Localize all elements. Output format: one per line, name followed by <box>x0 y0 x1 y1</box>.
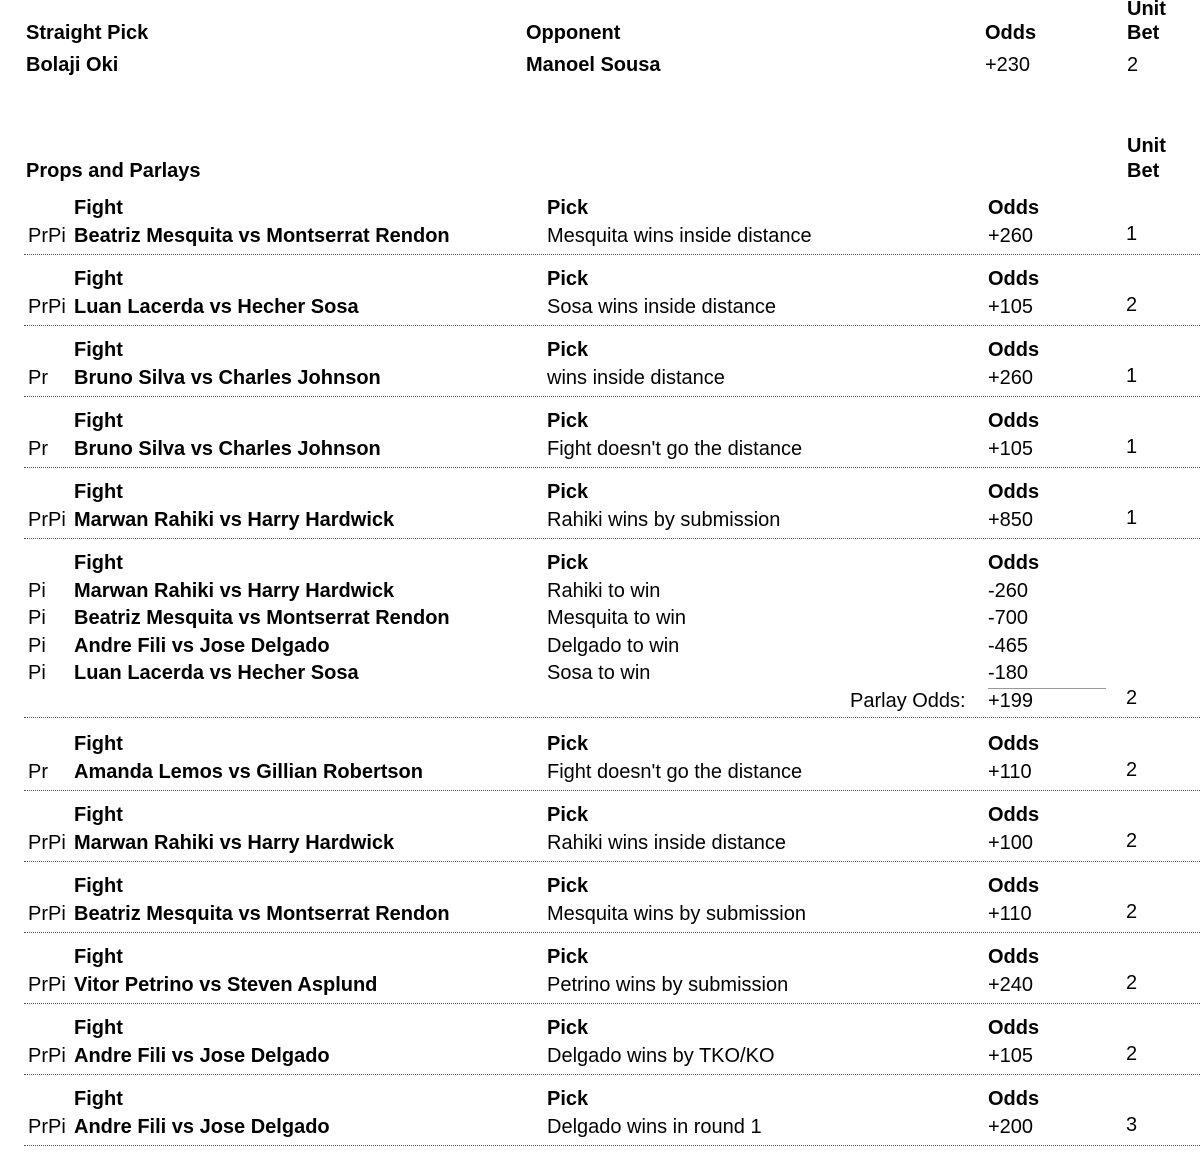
fight-name: Beatriz Mesquita vs Montserrat Rendon <box>74 224 450 247</box>
fight-header: Fight <box>74 552 123 574</box>
odds-header: Odds <box>988 1088 1040 1110</box>
block-divider <box>24 861 1200 862</box>
parlay-odds-value: +199 <box>988 690 1034 712</box>
fight-name: Luan Lacerda vs Hecher Sosa <box>74 662 359 685</box>
fight-name: Andre Fili vs Jose Delgado <box>74 1044 330 1067</box>
fight-header: Fight <box>74 733 123 755</box>
odds-value: +200 <box>988 1115 1034 1138</box>
pick-text: Fight doesn't go the distance <box>547 760 803 783</box>
opponent-header: Opponent <box>526 22 621 44</box>
block-divider <box>24 538 1200 539</box>
block-divider <box>24 1003 1200 1004</box>
block-divider <box>24 1145 1200 1146</box>
fight-name: Bruno Silva vs Charles Johnson <box>74 366 381 389</box>
odds-header: Odds <box>988 875 1040 897</box>
odds-header: Odds <box>988 733 1040 755</box>
unit-bet: 2 <box>1126 900 1138 923</box>
pick-header: Pick <box>547 339 589 361</box>
fight-header: Fight <box>74 1017 123 1039</box>
bet-type-tag: Pi <box>28 579 46 602</box>
fight-name: Beatriz Mesquita vs Montserrat Rendon <box>74 607 450 630</box>
fight-header: Fight <box>74 339 123 361</box>
odds-value: +100 <box>988 831 1034 854</box>
pick-text: Rahiki wins inside distance <box>547 831 787 854</box>
straight-odds: +230 <box>985 54 1031 76</box>
pick-text: Rahiki wins by submission <box>547 508 781 531</box>
bet-type-tag: Pr <box>28 366 48 389</box>
straight-unit-header-line2: Bet <box>1127 22 1160 44</box>
odds-header: Odds <box>988 946 1040 968</box>
fight-name: Andre Fili vs Jose Delgado <box>74 1115 330 1138</box>
fight-name: Bruno Silva vs Charles Johnson <box>74 437 381 460</box>
straight-unit: 2 <box>1127 54 1139 76</box>
pick-text: Petrino wins by submission <box>547 973 789 996</box>
block-divider <box>24 467 1200 468</box>
fight-header: Fight <box>74 1088 123 1110</box>
odds-value: +260 <box>988 366 1034 389</box>
unit-bet: 2 <box>1126 758 1138 781</box>
straight-unit-header-line1: Unit <box>1127 0 1166 20</box>
unit-bet: 1 <box>1126 435 1138 458</box>
odds-header: Odds <box>988 268 1040 290</box>
unit-bet: 2 <box>1126 971 1138 994</box>
odds-value: -700 <box>988 607 1029 630</box>
pick-text: Sosa to win <box>547 662 651 685</box>
bet-type-tag: PrPi <box>28 295 66 318</box>
fight-name: Andre Fili vs Jose Delgado <box>74 634 330 657</box>
fight-header: Fight <box>74 197 123 219</box>
bet-type-tag: PrPi <box>28 902 66 925</box>
block-divider <box>24 325 1200 326</box>
fight-name: Amanda Lemos vs Gillian Robertson <box>74 760 423 783</box>
straight-pick-header: Straight Pick <box>26 22 149 44</box>
pick-header: Pick <box>547 1017 589 1039</box>
straight-pick-fighter: Bolaji Oki <box>26 54 119 76</box>
fight-name: Luan Lacerda vs Hecher Sosa <box>74 295 359 318</box>
fight-name: Marwan Rahiki vs Harry Hardwick <box>74 508 395 531</box>
bet-type-tag: PrPi <box>28 224 66 247</box>
fight-name: Beatriz Mesquita vs Montserrat Rendon <box>74 902 450 925</box>
unit-bet: 1 <box>1126 364 1138 387</box>
bet-type-tag: PrPi <box>28 1044 66 1067</box>
straight-opponent: Manoel Sousa <box>526 54 661 76</box>
pick-text: Delgado to win <box>547 634 680 657</box>
unit-bet: 2 <box>1126 1042 1138 1065</box>
pick-header: Pick <box>547 268 589 290</box>
odds-value: +850 <box>988 508 1034 531</box>
odds-header: Odds <box>988 481 1040 503</box>
fight-header: Fight <box>74 410 123 432</box>
straight-odds-header: Odds <box>985 22 1037 44</box>
unit-bet: 1 <box>1126 222 1138 245</box>
fight-header: Fight <box>74 946 123 968</box>
unit-bet: 2 <box>1126 687 1138 709</box>
odds-header: Odds <box>988 339 1040 361</box>
block-divider <box>24 790 1200 791</box>
fight-header: Fight <box>74 804 123 826</box>
bet-type-tag: Pi <box>28 634 46 657</box>
props-unit-header-line1: Unit <box>1127 135 1166 157</box>
bet-type-tag: PrPi <box>28 1115 66 1138</box>
odds-header: Odds <box>988 552 1040 574</box>
odds-header: Odds <box>988 410 1040 432</box>
pick-text: Rahiki to win <box>547 579 661 602</box>
pick-text: Delgado wins by TKO/KO <box>547 1044 775 1067</box>
props-unit-header-line2: Bet <box>1127 160 1160 182</box>
block-divider <box>24 1074 1200 1075</box>
bet-type-tag: PrPi <box>28 508 66 531</box>
pick-header: Pick <box>547 410 589 432</box>
bet-type-tag: PrPi <box>28 831 66 854</box>
unit-bet: 3 <box>1126 1113 1138 1136</box>
pick-header: Pick <box>547 946 589 968</box>
props-title: Props and Parlays <box>26 160 201 182</box>
pick-header: Pick <box>547 481 589 503</box>
odds-value: -260 <box>988 579 1029 602</box>
odds-value: +240 <box>988 973 1034 996</box>
bet-type-tag: PrPi <box>28 973 66 996</box>
pick-text: Mesquita wins inside distance <box>547 224 812 247</box>
pick-header: Pick <box>547 733 589 755</box>
odds-header: Odds <box>988 197 1040 219</box>
block-divider <box>24 932 1200 933</box>
block-divider <box>24 396 1200 397</box>
bet-type-tag: Pi <box>28 607 46 630</box>
bet-type-tag: Pr <box>28 437 48 460</box>
pick-header: Pick <box>547 1088 589 1110</box>
fight-name: Marwan Rahiki vs Harry Hardwick <box>74 831 395 854</box>
odds-value: +105 <box>988 437 1034 460</box>
odds-value: +110 <box>988 760 1032 783</box>
pick-text: Fight doesn't go the distance <box>547 437 803 460</box>
odds-value: +260 <box>988 224 1034 247</box>
pick-text: Mesquita to win <box>547 607 686 630</box>
pick-header: Pick <box>547 552 589 574</box>
fight-header: Fight <box>74 268 123 290</box>
parlay-odds-label: Parlay Odds: <box>850 690 966 712</box>
fight-header: Fight <box>74 875 123 897</box>
odds-header: Odds <box>988 804 1040 826</box>
fight-name: Vitor Petrino vs Steven Asplund <box>74 973 378 996</box>
fight-header: Fight <box>74 481 123 503</box>
block-divider <box>24 254 1200 255</box>
pick-header: Pick <box>547 804 589 826</box>
odds-value: +105 <box>988 1044 1034 1067</box>
pick-text: Mesquita wins by submission <box>547 902 806 925</box>
unit-bet: 2 <box>1126 293 1138 316</box>
odds-value: +105 <box>988 295 1034 318</box>
pick-header: Pick <box>547 197 589 219</box>
unit-bet: 1 <box>1126 506 1138 529</box>
block-divider <box>24 717 1200 718</box>
odds-value: +110 <box>988 902 1032 925</box>
unit-bet: 2 <box>1126 829 1138 852</box>
bet-type-tag: Pr <box>28 760 48 783</box>
pick-text: wins inside distance <box>547 366 725 389</box>
fight-name: Marwan Rahiki vs Harry Hardwick <box>74 579 395 602</box>
odds-header: Odds <box>988 1017 1040 1039</box>
pick-text: Delgado wins in round 1 <box>547 1115 762 1138</box>
odds-value: -180 <box>988 662 1029 685</box>
bet-type-tag: Pi <box>28 662 46 685</box>
pick-header: Pick <box>547 875 589 897</box>
odds-value: -465 <box>988 634 1029 657</box>
pick-text: Sosa wins inside distance <box>547 295 777 318</box>
